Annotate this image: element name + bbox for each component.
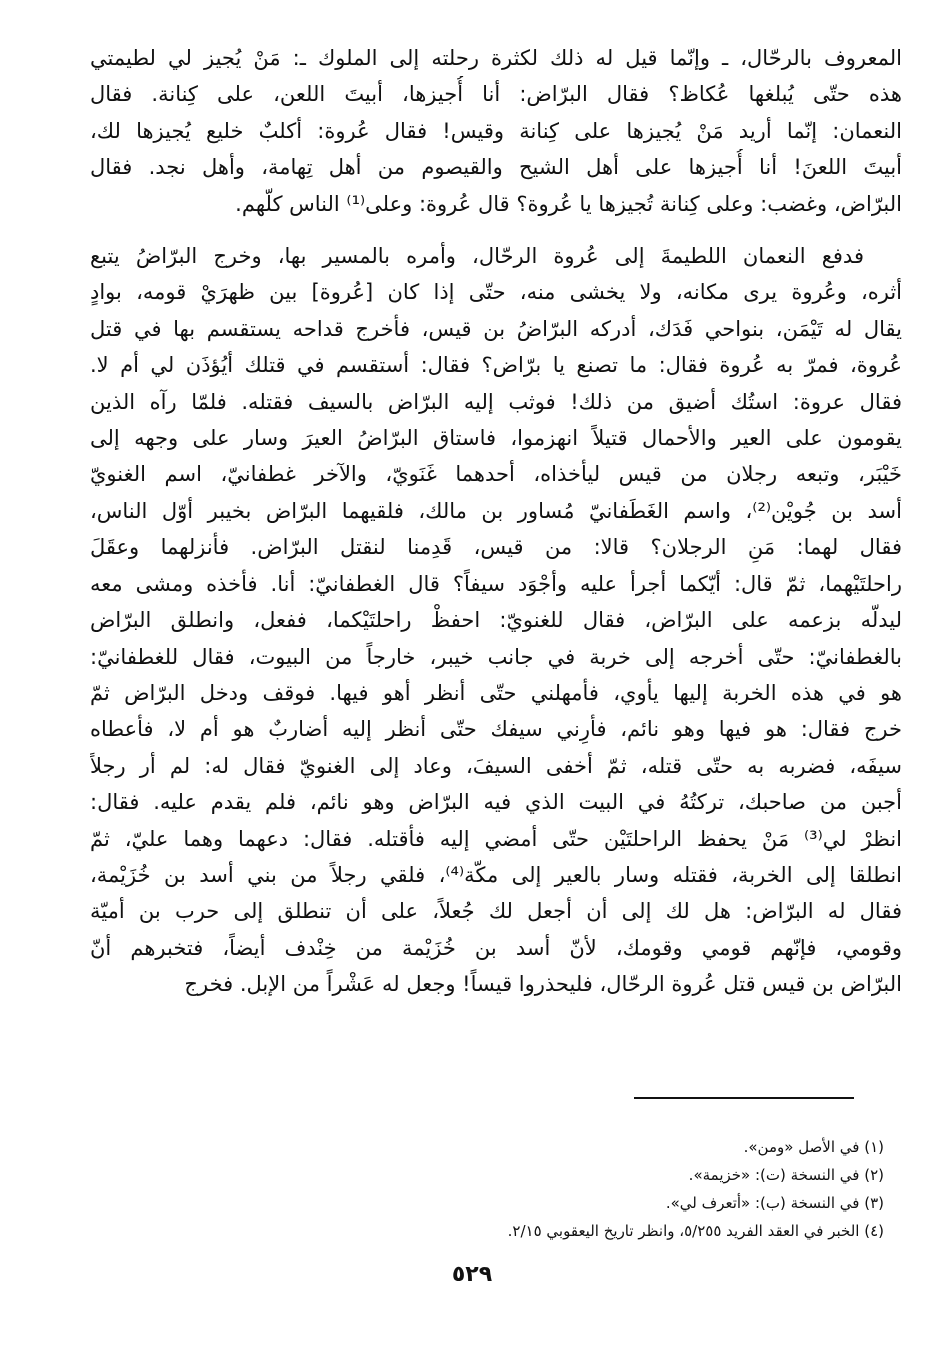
text-line: أبيتَ اللعنَ! أنا أُجيزها على أهل الشيح والقيصوم من أهل تِهامة، وأهل نجد. فقال [90,155,902,180]
text-line: هو في هذه الخربة إليها يأوي، فأمهلني حتّى أنظر أهو فيها. فوقف ودخل البرّاض ثمّ [90,680,902,705]
text-line: النعمان: إنّما أريد مَنْ يُجيزها على كِنانة وقيس! فقال عُروة: أكلبٌ خليع يُجيزها لك، [90,118,902,143]
page-number: ٥٢٩ [451,1262,493,1287]
text-line: فقال لهما: مَنِ الرجلان؟ قالا: من قيس، قَدِمنا لنقتل البرّاض. فأنزلهما وعقَلَ [90,535,902,560]
page-body [90,40,902,1003]
footnotes [364,1133,884,1245]
text-line: المعروف بالرحّال، ـ وإنّما قيل له ذلك لكثرة رحلته إلى الملوك ـ: مَنْ يُجيز لي لطيمتي [90,46,902,70]
text-line: فقال عروة: استُك أضيق من ذلك! فوثب إليه البرّاض بالسيف فقتله. فلمّا رآه الذين [90,389,902,414]
text-line: يقال له تَيْمَن، بنواحي فَدَك، أدركه البرّاضُ بن قيس، فأخرج قداحه يستقسم بها في قتل [90,316,902,341]
text-line: خَيْبَر، وتبعه رجلان من قيس ليأخذاه، أحدهما غَنَويّ، والآخر غطفانيّ، اسم الغنويّ [90,462,902,487]
text-line: فدفع النعمان اللطيمةَ إلى عُروة الرحّال، وأمره بالمسير بها، وخرج البرّاضُ يتبع [90,244,864,269]
footnote-divider [634,1097,854,1099]
text-line: البرّاض، وغضب: وعلى كِنانة تُجيزها يا عُروة؟ قال عُروة: وعلى⁽¹⁾ الناس كلّهم. [235,191,902,216]
text-line: بالغطفانيّ: حتّى أخرجه إلى خربة في جانب خيبر، خارجاً من البيوت، فقال للغطفانيّ: [90,644,902,669]
text-line: أسد بن جُويْن⁽²⁾، واسم الغَطَفانيّ مُساور بن مالك، فلقيهما البرّاض بخيبر أوّل الناس، [90,498,902,523]
text-line: البرّاض بن قيس قتل عُروة الرحّال، فليحذروا قيساً! وجعل له عَشْراً من الإبل. فخرج [184,972,902,997]
text-line: أثره، وعُروة يرى مكانه، ولا يخشى منه، حتّى إذا كان [عُروة] بين ظهرَيْ قومه، بوادٍ [90,280,902,305]
text-line: راحلتَيْهما، ثمّ قال: أيّكما أجرأ عليه وأجْوَد سيفاً؟ قال الغطفانيّ: أنا. فأخذه ومشى معه [90,571,902,596]
footnote-3: (٣) في النسخة (ب): «أتعرف لي». [665,1194,884,1212]
text-line: يقومون على العير والأحمال قتيلاً انهزموا، فاستاق البرّاضُ العيرَ وسار على وجهه إلى [90,426,902,451]
text-line: ليدلّه بزعمه على البرّاض، فقال للغنويّ: احفظْ راحلتَيْكما، ففعل، وانطلق البرّاض [90,608,902,633]
text-line: هذه حتّى يُبلغها عُكاظ؟ فقال البرّاض: أنا أُجيزها، أبيتَ اللعن، على كِنانة. فقال [90,82,902,107]
footnote-2: (٢) في النسخة (ت): «خزيمة». [688,1166,884,1184]
text-line: عُروة، فمرّ به عُروة فقال: ما تصنع يا برّاض؟ فقال: أستقسم في قتلك أيُؤذَن لي أم لا. [90,353,902,378]
text-line: أجبن من صاحبك، تركتُهُ في البيت الذي فيه البرّاض وهو نائم، فلم يقدم عليه. فقال: [90,790,902,815]
footnote-4: (٤) الخبر في العقد الفريد ٥/٢٥٥، وانظر تاريخ اليعقوبي ٢/١٥. [507,1222,884,1240]
text-line: انظرْ لي⁽³⁾ مَنْ يحفظ الراحلتَيْن حتّى أمضي إليه فأقتله. فقال: دعهما وهما عليّ، ثمّ [90,826,902,851]
text-line: انطلقا إلى الخربة، فقتله وسار بالعير إلى مكّة⁽⁴⁾، فلقي رجلاً من بني أسد بن خُزَيْمة، [90,862,902,887]
text-line: فقال له البرّاض: هل لك إلى أن أجعل لك جُعلاً، على أن تنطلق إلى حرب بن أميّة [90,899,902,924]
paragraph-1 [90,40,902,222]
footnote-1: (١) في الأصل «ومن». [743,1138,884,1156]
paragraph-2 [90,238,902,1003]
text-line: وقومي، فإنّهم قومي وقومك، لأنّ أسد بن خُزَيْمة من خِنْدف أيضاً، فتخبرهم أنّ [90,935,902,960]
text-line: خرج فقال: هو فيها وهو نائم، فأرِني سيفك حتّى أنظر إليه أضاربٌ هو أم لا، فأعطاه [90,717,902,742]
text-line: سيفَه، فضربه به حتّى قتله، ثمّ أخفى السيفَ، وعاد إلى الغنويّ فقال له: لم أر رجلاً [90,753,902,778]
